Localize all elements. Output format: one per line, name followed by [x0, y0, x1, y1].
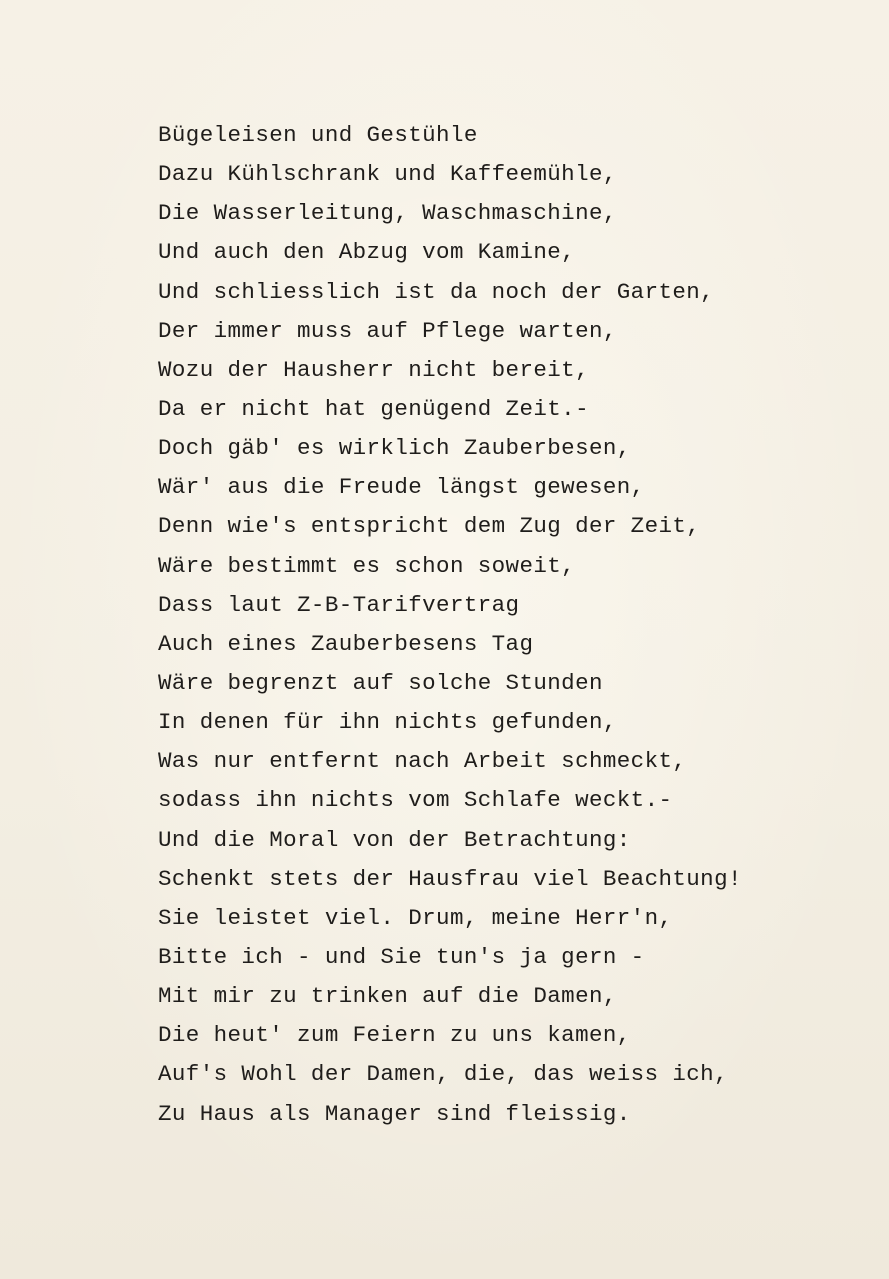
- poem-line: Wäre bestimmt es schon soweit,: [158, 552, 576, 579]
- poem-line: Und auch den Abzug vom Kamine,: [158, 239, 576, 266]
- poem-line: Was nur entfernt nach Arbeit schmeckt,: [158, 748, 687, 775]
- poem-line: Mit mir zu trinken auf die Damen,: [158, 983, 617, 1010]
- poem-text: [158, 116, 742, 1134]
- poem-line: Doch gäb' es wirklich Zauberbesen,: [158, 435, 631, 462]
- poem-line: Sie leistet viel. Drum, meine Herr'n,: [158, 904, 673, 931]
- poem-line: sodass ihn nichts vom Schlafe weckt.-: [158, 787, 673, 814]
- poem-line: Der immer muss auf Pflege warten,: [158, 317, 617, 344]
- poem-line: Denn wie's entspricht dem Zug der Zeit,: [158, 513, 701, 540]
- poem-line: Schenkt stets der Hausfrau viel Beachtung!: [158, 865, 742, 892]
- poem-line: Bügeleisen und Gestühle: [158, 122, 478, 148]
- poem-line: Zu Haus als Manager sind fleissig.: [158, 1100, 631, 1127]
- poem-line: Auf's Wohl der Damen, die, das weiss ich,: [158, 1061, 728, 1088]
- poem-line: Und die Moral von der Betrachtung:: [158, 826, 631, 853]
- poem-line: Dazu Kühlschrank und Kaffeemühle,: [158, 161, 617, 188]
- poem-line: Auch eines Zauberbesens Tag: [158, 630, 534, 657]
- poem-line: Die heut' zum Feiern zu uns kamen,: [158, 1022, 631, 1049]
- poem-line: Wozu der Hausherr nicht bereit,: [158, 356, 589, 383]
- poem-line: Die Wasserleitung, Waschmaschine,: [158, 200, 617, 227]
- poem-line: Wär' aus die Freude längst gewesen,: [158, 474, 645, 501]
- poem-line: Bitte ich - und Sie tun's ja gern -: [158, 943, 645, 970]
- poem-line: In denen für ihn nichts gefunden,: [158, 709, 617, 736]
- poem-line: Wäre begrenzt auf solche Stunden: [158, 669, 603, 696]
- poem-line: Da er nicht hat genügend Zeit.-: [158, 395, 589, 422]
- poem-line: Und schliesslich ist da noch der Garten,: [158, 278, 715, 305]
- poem-line: Dass laut Z-B-Tarifvertrag: [158, 591, 520, 618]
